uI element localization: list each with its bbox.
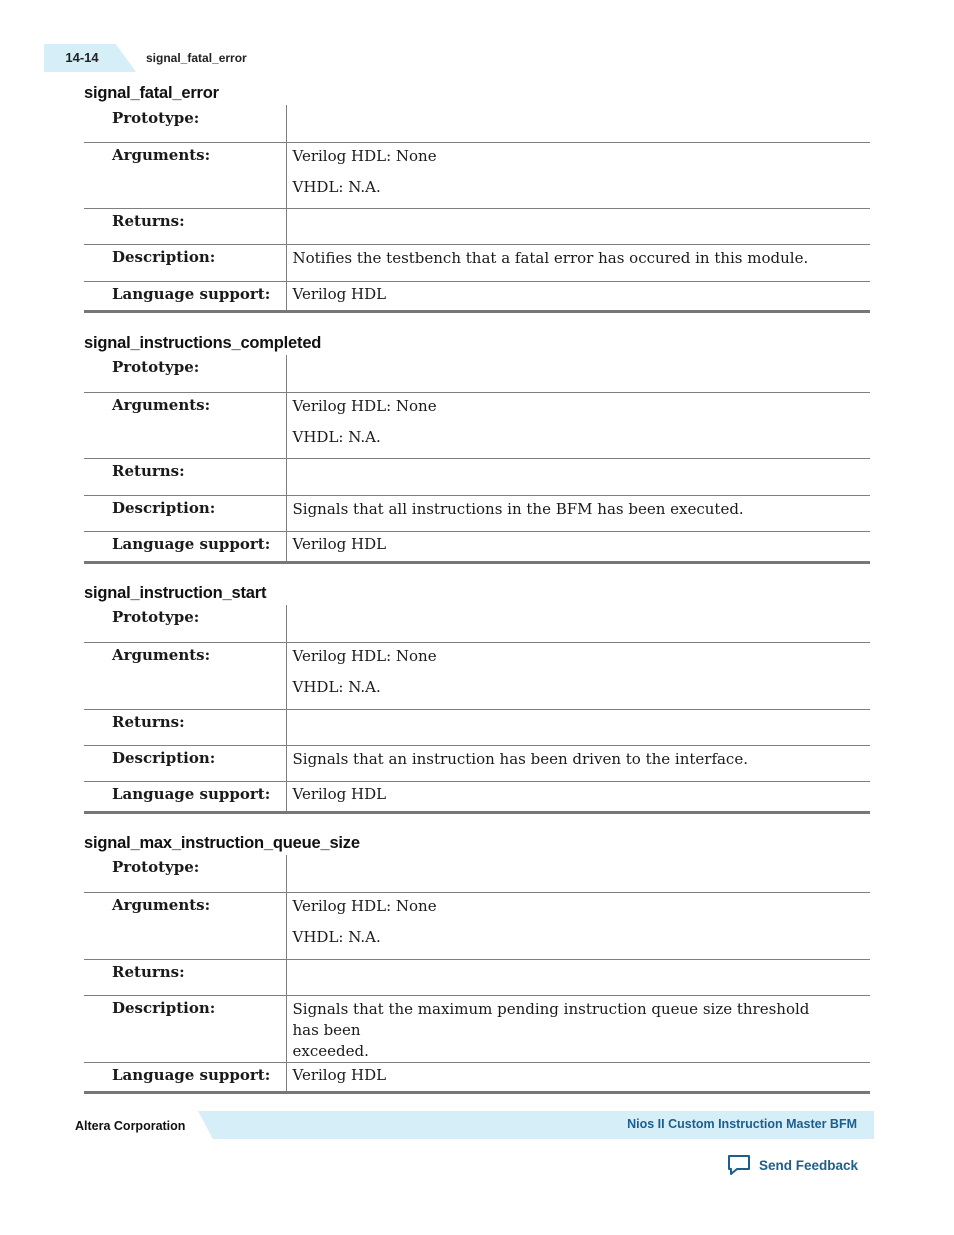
language-support-label: Language support: [84,1062,286,1092]
prototype-label: Prototype: [84,355,286,392]
description-line: Signals that the maximum pending instruction queue size threshold has been [292,999,810,1039]
language-support-value: Verilog HDL [286,531,870,562]
argument-line: VHDL: N.A. [292,677,381,696]
returns-label: Returns: [84,959,286,995]
argument-line: Verilog HDL: None [292,896,437,915]
company-name: Altera Corporation [75,1119,186,1133]
description-value [286,244,870,281]
argument-line: Verilog HDL: None [292,146,437,165]
argument-line: VHDL: N.A. [292,427,381,446]
section-title: signal_fatal_error [84,84,219,102]
arguments-row [84,892,870,959]
prototype-row [84,855,870,892]
description-row [84,495,870,531]
send-feedback-label: Send Feedback [759,1157,859,1173]
returns-value [286,959,870,995]
language-support-row [84,1062,870,1092]
description-row [84,244,870,281]
prototype-value [286,355,870,392]
prototype-value [286,105,870,142]
arguments-label: Arguments: [84,892,286,959]
arguments-row [84,642,870,709]
description-label: Description: [84,745,286,781]
description-line: Signals that all instructions in the BFM has been executed. [292,499,744,518]
description-label: Description: [84,995,286,1062]
prototype-row [84,355,870,392]
api-section-signal-fatal-error [84,81,870,313]
arguments-row [84,392,870,458]
arguments-label: Arguments: [84,142,286,208]
document-title: Nios II Custom Instruction Master BFM [627,1117,857,1131]
running-title: signal_fatal_error [146,51,247,65]
arguments-value [286,892,870,959]
arguments-label: Arguments: [84,642,286,709]
api-table [84,105,870,313]
returns-value [286,458,870,495]
argument-line: Verilog HDL: None [292,396,437,415]
language-support-label: Language support: [84,531,286,562]
api-section-signal-instruction-start [84,581,870,814]
returns-value [286,208,870,244]
send-feedback-link[interactable] [726,1153,858,1177]
description-label: Description: [84,495,286,531]
description-value [286,745,870,781]
description-value [286,495,870,531]
page-number: 14-14 [65,50,99,65]
section-title: signal_instructions_completed [84,334,322,352]
returns-row [84,208,870,244]
description-label: Description: [84,244,286,281]
description-line: exceeded. [292,1041,369,1060]
prototype-value [286,855,870,892]
returns-row [84,959,870,995]
prototype-value [286,605,870,642]
language-support-value: Verilog HDL [286,281,870,311]
api-section-signal-max-instruction-queue-size [84,831,870,1094]
description-row [84,995,870,1062]
language-support-row [84,531,870,562]
section-title: signal_instruction_start [84,584,267,602]
prototype-label: Prototype: [84,105,286,142]
returns-value [286,709,870,745]
description-line: Notifies the testbench that a fatal error has occured in this module. [292,248,809,267]
speech-bubble-icon [726,1153,752,1177]
argument-line: VHDL: N.A. [292,927,381,946]
returns-label: Returns: [84,208,286,244]
returns-label: Returns: [84,709,286,745]
argument-line: Verilog HDL: None [292,646,437,665]
language-support-row [84,781,870,812]
language-support-value: Verilog HDL [286,781,870,812]
arguments-value [286,392,870,458]
prototype-row [84,605,870,642]
argument-line: VHDL: N.A. [292,177,381,196]
section-title: signal_max_instruction_queue_size [84,834,360,852]
arguments-label: Arguments: [84,392,286,458]
prototype-label: Prototype: [84,855,286,892]
language-support-row [84,281,870,311]
arguments-value [286,142,870,208]
language-support-label: Language support: [84,281,286,311]
api-table [84,855,870,1094]
api-table [84,605,870,814]
arguments-value [286,642,870,709]
api-section-signal-instructions-completed [84,331,870,564]
prototype-row [84,105,870,142]
description-row [84,745,870,781]
description-value [286,995,870,1062]
description-line: Signals that an instruction has been driven to the interface. [292,749,748,768]
language-support-value: Verilog HDL [286,1062,870,1092]
api-table [84,355,870,564]
returns-label: Returns: [84,458,286,495]
returns-row [84,458,870,495]
prototype-label: Prototype: [84,605,286,642]
returns-row [84,709,870,745]
language-support-label: Language support: [84,781,286,812]
arguments-row [84,142,870,208]
